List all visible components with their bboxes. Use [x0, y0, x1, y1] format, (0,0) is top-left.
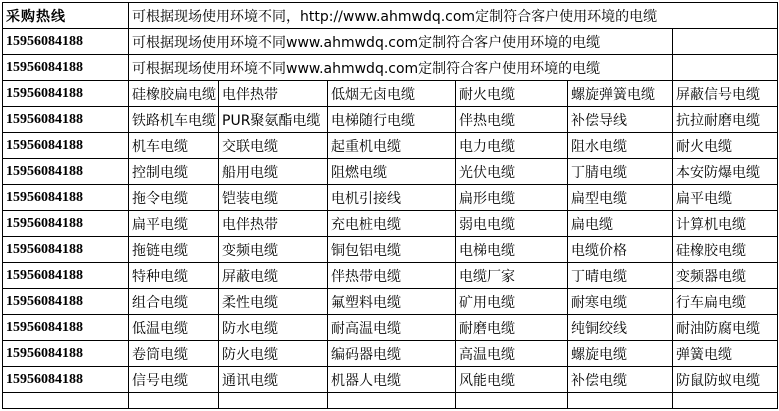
product-link[interactable]: 螺旋弹簧电缆 — [568, 81, 673, 107]
product-link[interactable]: 电梯电缆 — [456, 237, 568, 263]
product-link[interactable]: 弱电电缆 — [456, 211, 568, 237]
phone-number: 15956084188 — [3, 133, 129, 159]
empty-cell — [456, 393, 568, 409]
product-link[interactable]: 伴热电缆 — [456, 107, 568, 133]
phone-number: 15956084188 — [3, 29, 129, 55]
product-link[interactable]: 扁平电缆 — [129, 211, 219, 237]
phone-number: 15956084188 — [3, 367, 129, 393]
product-link[interactable]: 交联电缆 — [219, 133, 328, 159]
product-link[interactable]: 氟塑料电缆 — [328, 289, 456, 315]
product-link[interactable]: PUR聚氨酯电缆 — [219, 107, 328, 133]
product-link[interactable]: 扁电缆 — [568, 211, 673, 237]
product-link[interactable]: 铁路机车电缆 — [129, 107, 219, 133]
product-link[interactable]: 变频器电缆 — [673, 263, 778, 289]
table-row — [3, 315, 778, 341]
phone-number: 15956084188 — [3, 107, 129, 133]
product-link[interactable]: 螺旋电缆 — [568, 341, 673, 367]
product-link[interactable]: 变频电缆 — [219, 237, 328, 263]
table-row — [3, 29, 778, 55]
product-link[interactable]: 特种电缆 — [129, 263, 219, 289]
product-link[interactable]: 拖令电缆 — [129, 185, 219, 211]
product-link[interactable]: 防鼠防蚁电缆 — [673, 367, 778, 393]
product-link[interactable]: 船用电缆 — [219, 159, 328, 185]
product-link[interactable]: 耐油防腐电缆 — [673, 315, 778, 341]
phone-number: 15956084188 — [3, 237, 129, 263]
product-link[interactable]: 铜包铝电缆 — [328, 237, 456, 263]
product-link[interactable]: 电伴热带 — [219, 211, 328, 237]
product-link[interactable]: 防火电缆 — [219, 341, 328, 367]
phone-number: 15956084188 — [3, 81, 129, 107]
product-link[interactable]: 阻水电缆 — [568, 133, 673, 159]
product-link[interactable]: 硅橡胶扁电缆 — [129, 81, 219, 107]
product-link[interactable]: 耐火电缆 — [673, 133, 778, 159]
product-link[interactable]: 通讯电缆 — [219, 367, 328, 393]
product-link[interactable]: 卷筒电缆 — [129, 341, 219, 367]
product-link[interactable]: 行车扁电缆 — [673, 289, 778, 315]
product-link[interactable]: 补偿导线 — [568, 107, 673, 133]
table-row — [3, 289, 778, 315]
table-row — [3, 107, 778, 133]
product-link[interactable]: 电缆价格 — [568, 237, 673, 263]
table-row — [3, 341, 778, 367]
product-link[interactable]: 纯铜绞线 — [568, 315, 673, 341]
product-link[interactable]: 组合电缆 — [129, 289, 219, 315]
table-row — [3, 159, 778, 185]
phone-number: 15956084188 — [3, 341, 129, 367]
hotline-label: 采购热线 — [3, 3, 129, 29]
notice-text-line1: 可根据现场使用环境不同，http://www.ahmwdq.com定制符合客户使用环境的电缆 — [129, 3, 778, 29]
product-link[interactable]: 丁晴电缆 — [568, 263, 673, 289]
phone-number: 15956084188 — [3, 159, 129, 185]
product-link[interactable]: 拖链电缆 — [129, 237, 219, 263]
product-link[interactable]: 耐磨电缆 — [456, 315, 568, 341]
product-link[interactable]: 屏蔽信号电缆 — [673, 81, 778, 107]
product-link[interactable]: 控制电缆 — [129, 159, 219, 185]
phone-number: 15956084188 — [3, 55, 129, 81]
table-row — [3, 3, 778, 29]
table-row — [3, 55, 778, 81]
product-link[interactable]: 电力电缆 — [456, 133, 568, 159]
product-link[interactable]: 电梯随行电缆 — [328, 107, 456, 133]
product-link[interactable]: 计算机电缆 — [673, 211, 778, 237]
empty-cell — [3, 393, 129, 409]
product-link[interactable]: 硅橡胶电缆 — [673, 237, 778, 263]
product-link[interactable]: 抗拉耐磨电缆 — [673, 107, 778, 133]
product-link[interactable]: 阻燃电缆 — [328, 159, 456, 185]
product-link[interactable]: 矿用电缆 — [456, 289, 568, 315]
product-link[interactable]: 耐寒电缆 — [568, 289, 673, 315]
product-link[interactable]: 丁腈电缆 — [568, 159, 673, 185]
notice-text-line2: 可根据现场使用环境不同www.ahmwdq.com定制符合客户使用环境的电缆 — [129, 55, 673, 81]
phone-number: 15956084188 — [3, 263, 129, 289]
product-link[interactable]: 耐高温电缆 — [328, 315, 456, 341]
table-row — [3, 393, 778, 409]
empty-cell — [568, 393, 673, 409]
table-row — [3, 237, 778, 263]
phone-number: 15956084188 — [3, 315, 129, 341]
empty-cell — [328, 393, 456, 409]
product-link[interactable]: 屏蔽电缆 — [219, 263, 328, 289]
product-link[interactable]: 高温电缆 — [456, 341, 568, 367]
product-link[interactable]: 弹簧电缆 — [673, 341, 778, 367]
product-link[interactable]: 起重机电缆 — [328, 133, 456, 159]
product-link[interactable]: 机器人电缆 — [328, 367, 456, 393]
product-link[interactable]: 本安防爆电缆 — [673, 159, 778, 185]
product-link[interactable]: 耐火电缆 — [456, 81, 568, 107]
product-link[interactable]: 扁型电缆 — [568, 185, 673, 211]
notice-text-line2: 可根据现场使用环境不同www.ahmwdq.com定制符合客户使用环境的电缆 — [129, 29, 673, 55]
phone-number: 15956084188 — [3, 211, 129, 237]
phone-number: 15956084188 — [3, 185, 129, 211]
product-link[interactable]: 编码器电缆 — [328, 341, 456, 367]
product-links-table — [2, 2, 778, 409]
product-link[interactable]: 扁形电缆 — [456, 185, 568, 211]
product-link[interactable]: 充电桩电缆 — [328, 211, 456, 237]
product-link[interactable]: 铠装电缆 — [219, 185, 328, 211]
empty-cell — [129, 393, 219, 409]
table-row — [3, 81, 778, 107]
phone-number: 15956084188 — [3, 289, 129, 315]
table-row — [3, 263, 778, 289]
product-link[interactable]: 光伏电缆 — [456, 159, 568, 185]
empty-cell — [219, 393, 328, 409]
product-link[interactable]: 扁平电缆 — [673, 185, 778, 211]
empty-cell — [673, 55, 778, 81]
product-link[interactable]: 电伴热带 — [219, 81, 328, 107]
empty-cell — [673, 29, 778, 55]
table-row — [3, 211, 778, 237]
table-row — [3, 367, 778, 393]
product-link[interactable]: 补偿电缆 — [568, 367, 673, 393]
product-link[interactable]: 低温电缆 — [129, 315, 219, 341]
product-link[interactable]: 电机引接线 — [328, 185, 456, 211]
empty-cell — [673, 393, 778, 409]
product-link[interactable]: 风能电缆 — [456, 367, 568, 393]
product-link[interactable]: 低烟无卤电缆 — [328, 81, 456, 107]
product-link[interactable]: 电缆厂家 — [456, 263, 568, 289]
product-link[interactable]: 防水电缆 — [219, 315, 328, 341]
product-link[interactable]: 伴热带电缆 — [328, 263, 456, 289]
table-row — [3, 185, 778, 211]
product-link[interactable]: 信号电缆 — [129, 367, 219, 393]
table-row — [3, 133, 778, 159]
product-link[interactable]: 柔性电缆 — [219, 289, 328, 315]
product-link[interactable]: 机车电缆 — [129, 133, 219, 159]
